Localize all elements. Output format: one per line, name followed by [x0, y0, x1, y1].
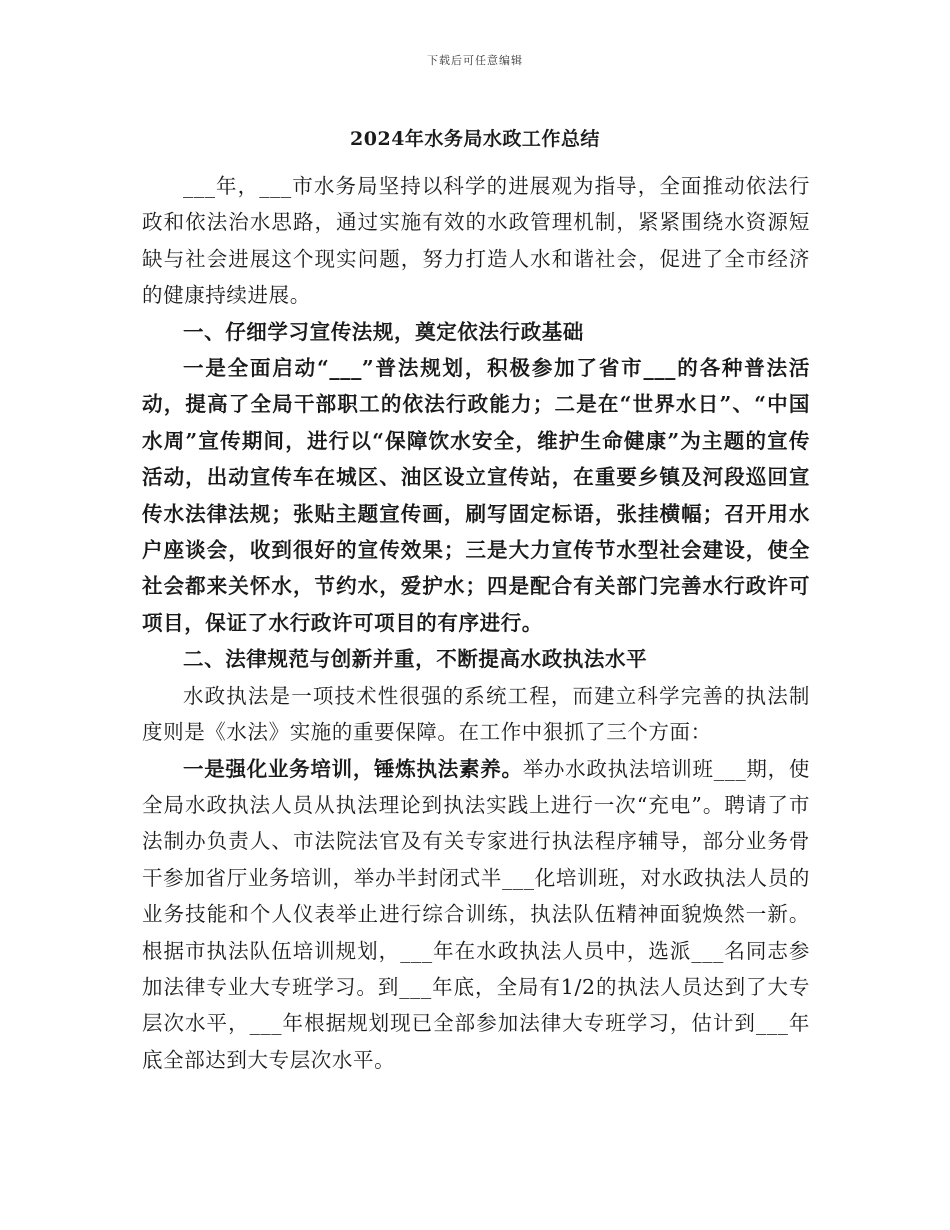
section-2-intro-paragraph: 水政执法是一项技术性很强的系统工程，而建立科学完善的执法制度则是《水法》实施的重要保障。在工作中狠抓了三个方面：	[142, 683, 810, 745]
document-title: 2024年水务局水政工作总结	[350, 128, 600, 150]
section-heading-2: 二、法律规范与创新并重，不断提高水政执法水平	[183, 647, 648, 672]
section-2-point-1-paragraph	[142, 751, 810, 1079]
intro-paragraph: ___年，___市水务局坚持以科学的进展观为指导，全面推动依法行政和依法治水思路，通过实施有效的水政管理机制，紧紧围绕水资源短缺与社会进展这个现实问题，努力打造人水和谐社会，促进了全市经济的健康持续进展。	[142, 174, 810, 308]
document-body	[142, 168, 810, 1078]
point-1-lead: 一是强化业务培训，锤炼执法素养。	[183, 756, 523, 781]
point-1-text: 举办水政执法培训班___期，使全局水政执法人员从执法理论到执法实践上进行一次“充电”。聘请了市法制办负责人、市法院法官及有关专家进行执法程序辅导，部分业务骨干参加省厅业务培训，举办半封闭式半___化培训班，对水政执法人员的业务技能和个人仪表举止进行综合训练，执法队伍精神面貌焕然一新。根据市执法队伍培训规划，___年在水政执法人员中，选派___名同志参加法律专业大专班学习。到___年底，全局有1/2的执法人员达到了大专层次水平，___年根据规划现已全部参加法律大专班学习，估计到___年底全部达到大专层次水平。	[142, 756, 810, 1072]
section-heading-1: 一、仔细学习宣传法规，奠定依法行政基础	[183, 319, 584, 344]
header-note: 下载后可任意编辑	[427, 54, 523, 67]
section-1-paragraph: 一是全面启动“___”普法规划，积极参加了省市___的各种普法活动，提高了全局干部职工的依法行政能力；二是在“世界水日”、“中国水周”宣传期间，进行以“保障饮水安全，维护生命健康”为主题的宣传活动，出动宣传车在城区、油区设立宣传站，在重要乡镇及河段巡回宣传水法律法规；张贴主题宣传画，刷写固定标语，张挂横幅；召开用水户座谈会，收到很好的宣传效果；三是大力宣传节水型社会建设，使全社会都来关怀水，节约水，爱护水；四是配合有关部门完善水行政许可项目，保证了水行政许可项目的有序进行。	[142, 356, 810, 635]
